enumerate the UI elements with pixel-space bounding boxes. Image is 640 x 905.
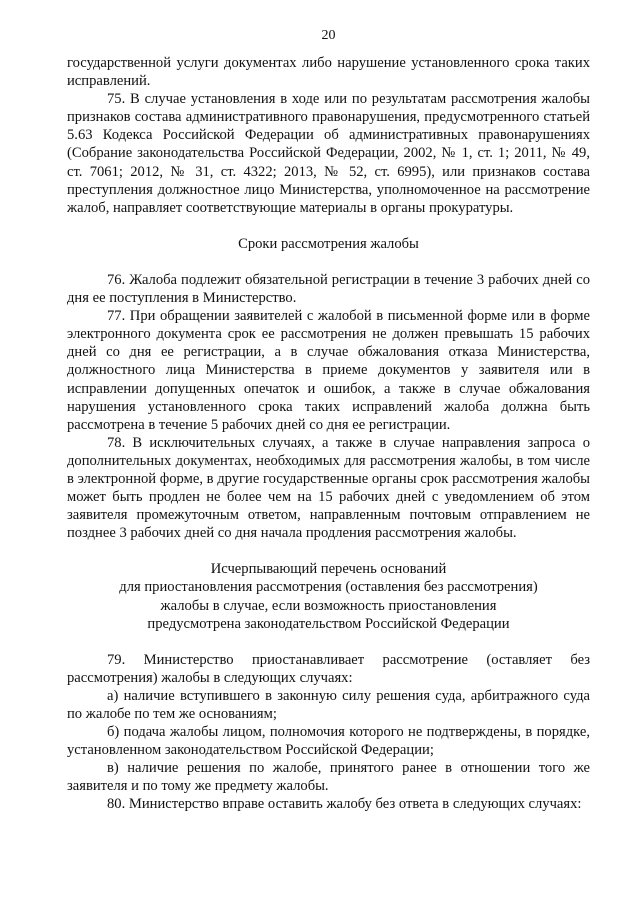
paragraph-78: 78. В исключительных случаях, а также в случае направления запроса о дополнительных документах, необходимых для рассмотрения жалобы, в том числе в электронной форме, в другие государственные органы срок рассмотрения жалобы может быть продлен не более чем на 15 рабочих дней с уведомлением об этом заявителя промежуточным ответом, направленным почтовым отправлением не позднее 3 рабочих дней со дня начала продления рассмотрения жалобы. bbox=[67, 434, 590, 542]
section-heading-line: для приостановления рассмотрения (оставления без рассмотрения) bbox=[119, 579, 538, 596]
paragraph-79-b: б) подача жалобы лицом, полномочия которого не подтверждены, в порядке, установленном законодательством Российской Федерации; bbox=[67, 724, 590, 759]
paragraph-79-a: а) наличие вступившего в законную силу решения суда, арбитражного суда по жалобе по тем же основаниям; bbox=[67, 687, 590, 722]
paragraph-75: 75. В случае установления в ходе или по результатам рассмотрения жалобы признаков состава административного правонарушения, предусмотренного статьей 5.63 Кодекса Российской Федерации об административных правонарушениях (Собрание законодательства Российской Федерации, 2002, № 1, ст. 1; 2011, № 49, ст. 7061; 2012, № 31, ст. 4322; 2013, № 52, ст. 6995), или признаков состава преступления должностное лицо Министерства, уполномоченное на рассмотрение жалоб, направляет соответствующие материалы в органы прокуратуры. bbox=[67, 91, 590, 216]
document-page bbox=[67, 28, 590, 814]
paragraph-80: 80. Министерство вправе оставить жалобу без ответа в следующих случаях: bbox=[107, 796, 582, 813]
section-heading-line: Исчерпывающий перечень оснований bbox=[210, 561, 447, 578]
section-heading-line: предусмотрена законодательством Российской Федерации bbox=[147, 615, 510, 632]
paragraph-79: 79. Министерство приостанавливает рассмотрение (оставляет без рассмотрения) жалобы в следующих случаях: bbox=[67, 651, 590, 686]
paragraph-76: 76. Жалоба подлежит обязательной регистрации в течение 3 рабочих дней со дня ее поступления в Министерство. bbox=[67, 271, 590, 307]
paragraph-77: 77. При обращении заявителей с жалобой в письменной форме или в форме электронного документа срок ее рассмотрения не должен превышать 15 рабочих дней со дня ее регистрации, а в случае обжалования отказа Министерства, должностного лица Министерства в приеме документов у заявителя или в исправлении допущенных опечаток и ошибок, а также в случае обжалования нарушения установленного срока таких исправлений жалоба должна быть рассмотрена в течение 5 рабочих дней со дня ее регистрации. bbox=[67, 308, 590, 433]
section-heading-review-terms: Сроки рассмотрения жалобы bbox=[238, 235, 419, 252]
page-number: 20 bbox=[321, 28, 336, 43]
paragraph-continuation: государственной услуги документах либо нарушение установленного срока таких исправлений. bbox=[67, 55, 590, 90]
section-heading-suspension-grounds bbox=[67, 560, 590, 632]
section-heading-line: жалобы в случае, если возможность приостановления bbox=[160, 597, 497, 614]
paragraph-79-c: в) наличие решения по жалобе, принятого ранее в отношении того же заявителя и по тому же предмету жалобы. bbox=[67, 760, 590, 795]
